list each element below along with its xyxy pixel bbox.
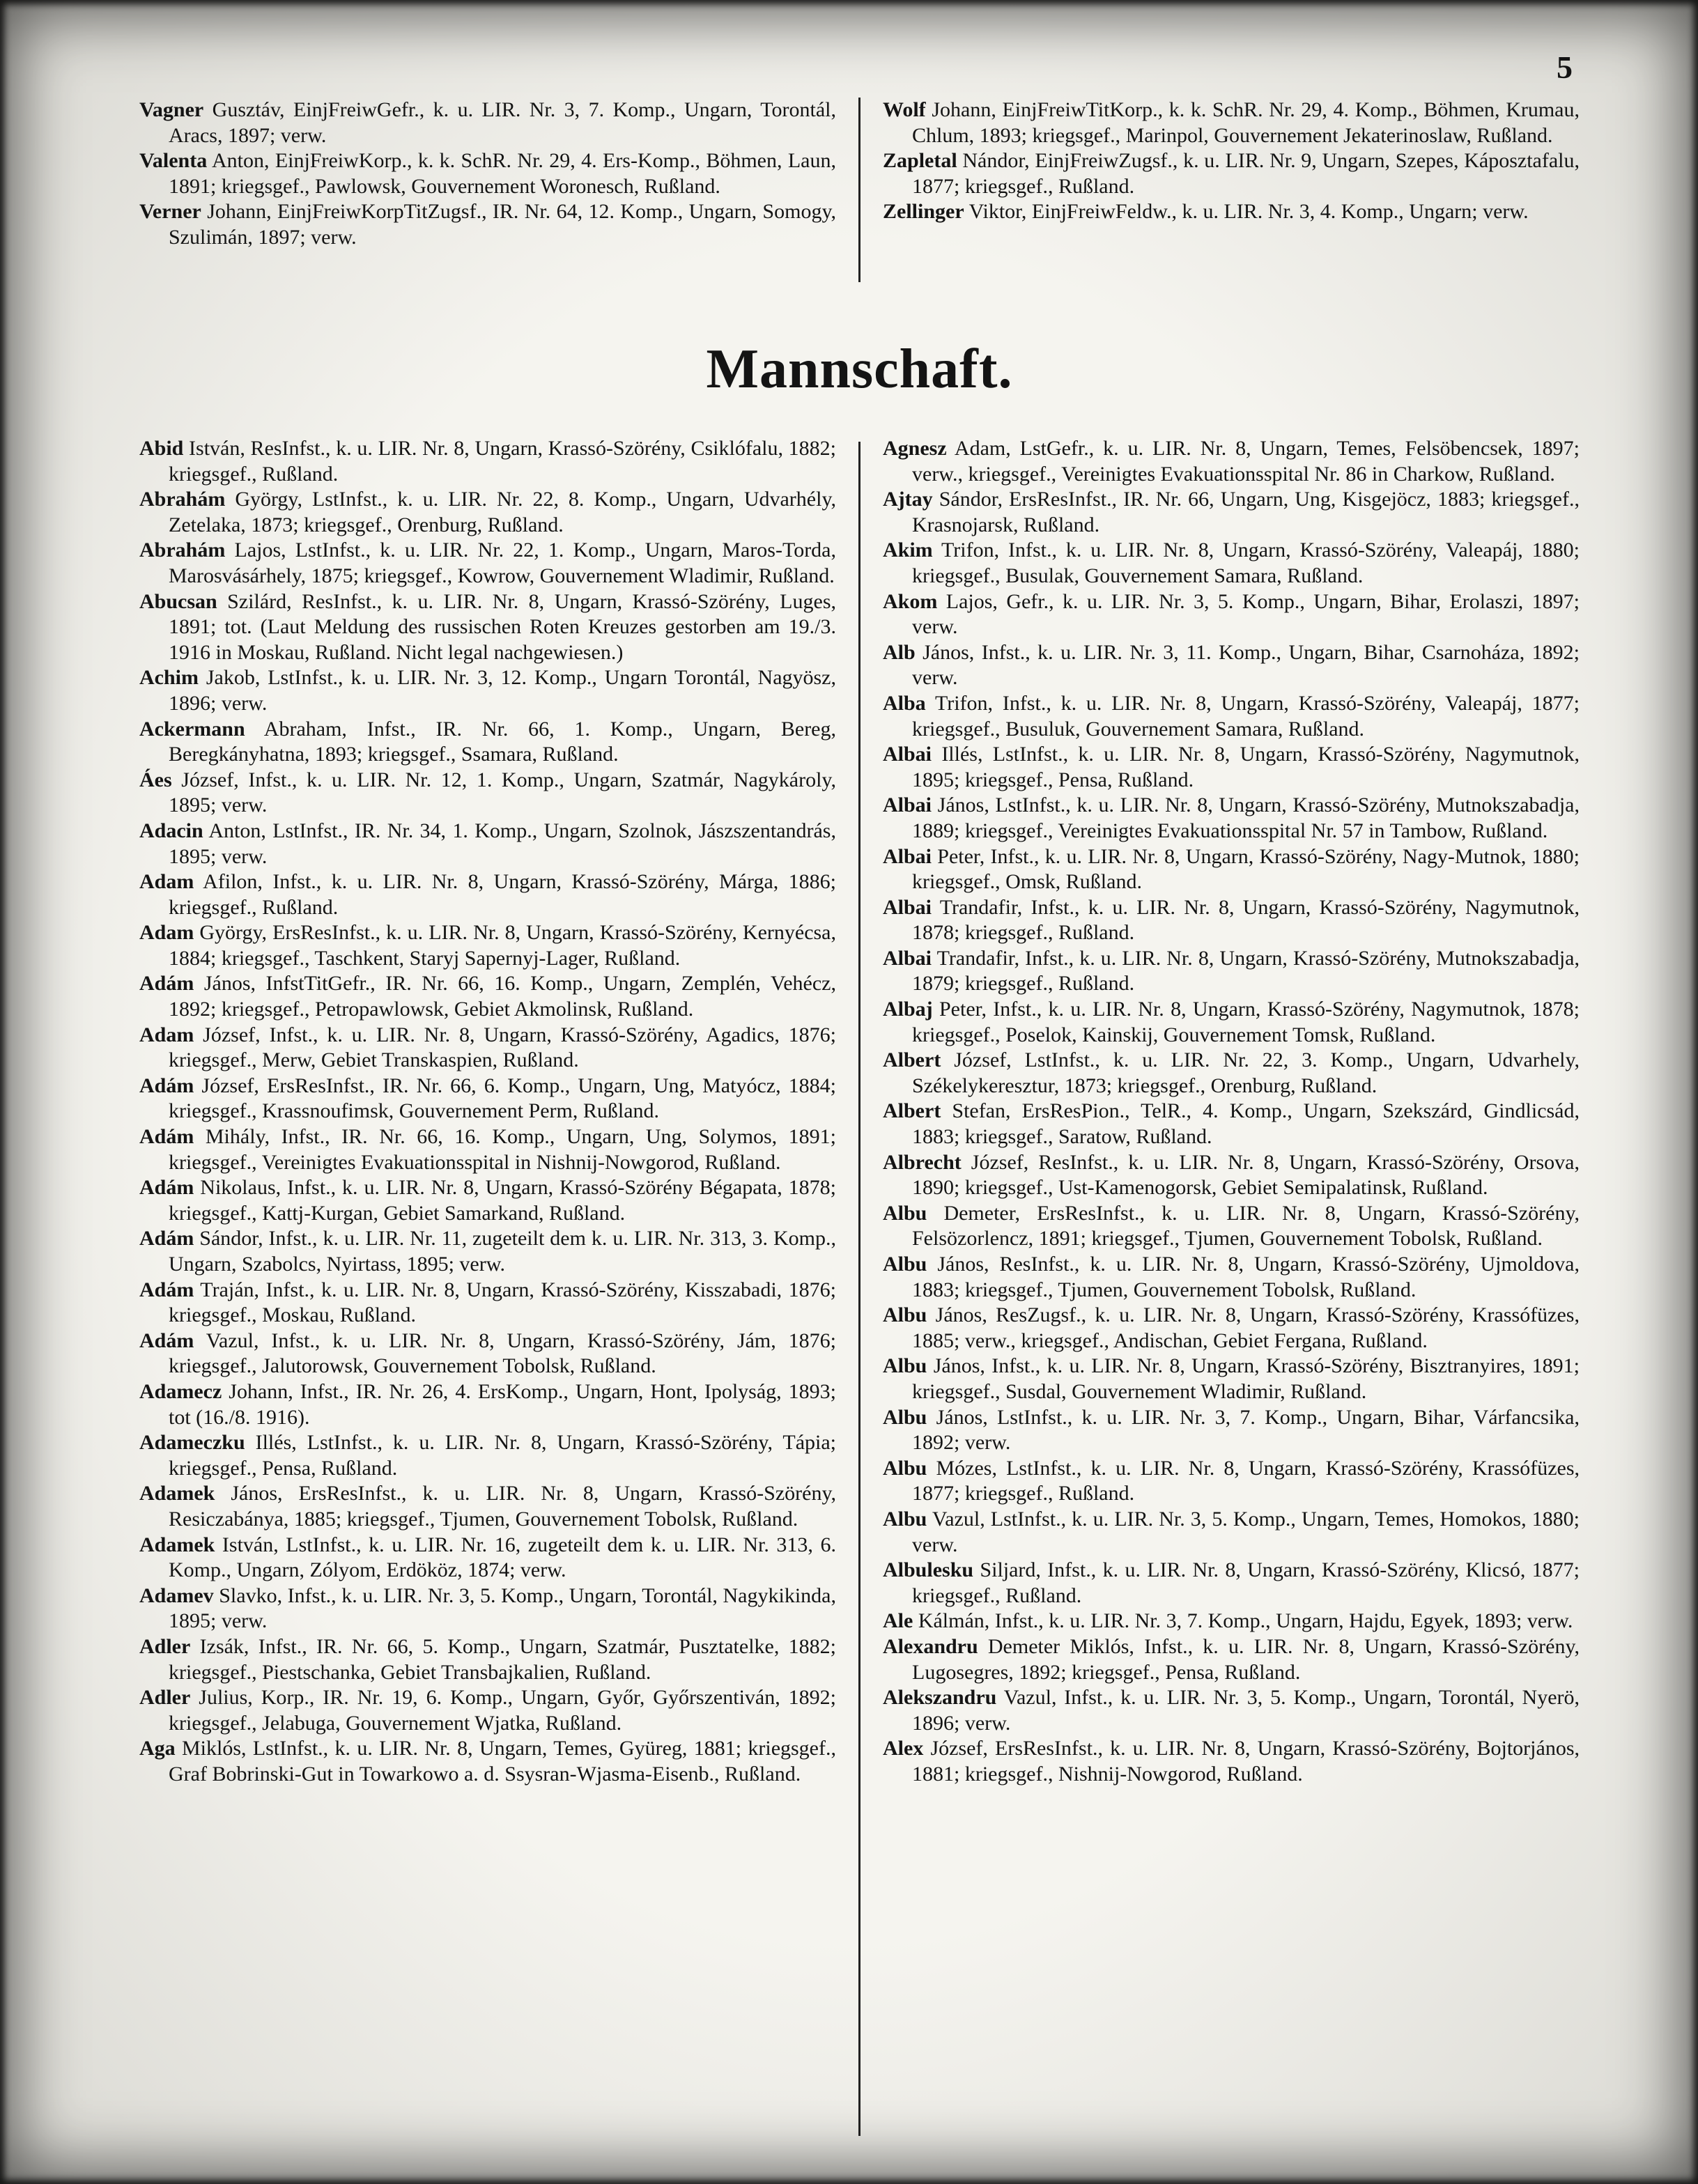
entry-details: Vazul, Infst., k. u. LIR. Nr. 8, Ungarn, Krassó-Szörény, Jám, 1876; kriegsgef., Jalutorowsk, Gouvernement Tobolsk, Rußland. bbox=[169, 1329, 836, 1378]
list-entry bbox=[139, 589, 836, 666]
entry-details: Trifon, Infst., k. u. LIR. Nr. 8, Ungarn, Krassó-Szörény, Valeapáj, 1880; kriegsgef., Busulak, Gouvernement Samara, Rußland. bbox=[912, 539, 1580, 587]
list-entry bbox=[139, 1533, 836, 1583]
entry-surname: Adám bbox=[139, 1278, 194, 1301]
entry-surname: Albu bbox=[883, 1405, 927, 1429]
list-entry bbox=[883, 895, 1580, 946]
entry-surname: Adam bbox=[139, 921, 194, 945]
entry-surname: Alekszandru bbox=[883, 1686, 997, 1710]
list-entry bbox=[139, 1175, 836, 1226]
entry-details: János, InfstTitGefr., IR. Nr. 66, 16. Komp., Ungarn, Zemplén, Vehécz, 1892; kriegsgef., Petropawlowsk, Gebiet Akmolinsk, Rußland. bbox=[169, 972, 836, 1021]
entry-surname: Agnesz bbox=[883, 437, 947, 460]
entry-details: Trandafir, Infst., k. u. LIR. Nr. 8, Ungarn, Krassó-Szörény, Mutnokszabadja, 1879; kriegsgef., Rußland. bbox=[912, 946, 1580, 996]
entry-details: Gusztáv, EinjFreiwGefr., k. u. LIR. Nr. 3, 7. Komp., Ungarn, Torontál, Aracs, 1897; verw. bbox=[169, 98, 836, 147]
list-entry bbox=[883, 1150, 1580, 1201]
entry-surname: Vagner bbox=[139, 98, 204, 121]
list-entry bbox=[883, 1685, 1580, 1736]
entry-surname: Adám bbox=[139, 1227, 194, 1250]
list-entry bbox=[883, 1201, 1580, 1252]
entry-surname: Aga bbox=[139, 1737, 176, 1760]
list-entry bbox=[139, 1124, 836, 1175]
entry-surname: Albai bbox=[883, 895, 932, 919]
list-entry bbox=[139, 1430, 836, 1481]
list-entry bbox=[883, 1736, 1580, 1787]
entry-details: Anton, EinjFreiwKorp., k. k. SchR. Nr. 29, 4. Ers-Komp., Böhmen, Laun, 1891; kriegsgef., Pawlowsk, Gouvernement Woronesch, Rußland. bbox=[169, 149, 836, 198]
entry-surname: Abrahám bbox=[139, 539, 226, 562]
entry-surname: Albu bbox=[883, 1201, 927, 1225]
entry-details: József, Infst., k. u. LIR. Nr. 12, 1. Komp., Ungarn, Szatmár, Nagykároly, 1895; verw. bbox=[169, 768, 836, 817]
list-entry bbox=[883, 1558, 1580, 1609]
entry-details: Trandafir, Infst., k. u. LIR. Nr. 8, Ungarn, Krassó-Szörény, Nagymutnok, 1878; kriegsgef., Rußland. bbox=[912, 895, 1580, 945]
entry-surname: Adám bbox=[139, 1074, 194, 1097]
entry-details: Abraham, Infst., IR. Nr. 66, 1. Komp., Ungarn, Bereg, Beregkányhatna, 1893; kriegsgef., Ssamara, Rußland. bbox=[169, 717, 836, 766]
list-entry bbox=[883, 1456, 1580, 1507]
list-entry bbox=[883, 946, 1580, 997]
list-entry bbox=[139, 1736, 836, 1787]
entry-details: Demeter Miklós, Infst., k. u. LIR. Nr. 8, Ungarn, Krassó-Szörény, Lugosegres, 1892; kriegsgef., Pensa, Rußland. bbox=[912, 1634, 1580, 1684]
entry-surname: Verner bbox=[139, 200, 201, 224]
entry-details: Siljard, Infst., k. u. LIR. Nr. 8, Ungarn, Krassó-Szörény, Klicsó, 1877; kriegsgef., Rußland. bbox=[912, 1558, 1580, 1607]
entry-details: Nikolaus, Infst., k. u. LIR. Nr. 8, Ungarn, Krassó-Szörény Bégapata, 1878; kriegsgef., Kattj-Kurgan, Gebiet Samarkand, Rußland. bbox=[169, 1176, 836, 1225]
list-entry bbox=[139, 1329, 836, 1379]
entry-details: Jakob, LstInfst., k. u. LIR. Nr. 3, 12. Komp., Ungarn Torontál, Nagyösz, 1896; verw. bbox=[169, 666, 836, 715]
entry-surname: Adamecz bbox=[139, 1379, 222, 1403]
list-entry bbox=[883, 1252, 1580, 1303]
entry-details: Anton, LstInfst., IR. Nr. 34, 1. Komp., Ungarn, Szolnok, Jászszentandrás, 1895; verw. bbox=[169, 819, 836, 868]
entry-details: György, LstInfst., k. u. LIR. Nr. 22, 8. Komp., Ungarn, Udvarhély, Zetelaka, 1873; kriegsgef., Orenburg, Rußland. bbox=[169, 488, 836, 536]
entry-details: János, ResInfst., k. u. LIR. Nr. 8, Ungarn, Krassó-Szörény, Ujmoldova, 1883; kriegsgef., Tjumen, Gouvernement Tobolsk, Rußland. bbox=[912, 1253, 1580, 1301]
entry-surname: Valenta bbox=[139, 149, 208, 173]
entry-surname: Albai bbox=[883, 743, 932, 766]
entry-surname: Albrecht bbox=[883, 1150, 962, 1174]
entry-details: Kálmán, Infst., k. u. LIR. Nr. 3, 7. Komp., Ungarn, Hajdu, Egyek, 1893; verw. bbox=[913, 1609, 1573, 1633]
entry-details: Viktor, EinjFreiwFeldw., k. u. LIR. Nr. 3, 4. Komp., Ungarn; verw. bbox=[964, 200, 1529, 224]
list-entry bbox=[883, 487, 1580, 538]
entry-details: János, ErsResInfst., k. u. LIR. Nr. 8, Ungarn, Krassó-Szörény, Resiczabánya, 1885; kriegsgef., Tjumen, Gouvernement Tobolsk, Rußland. bbox=[169, 1482, 836, 1531]
list-entry bbox=[883, 793, 1580, 844]
list-entry bbox=[883, 98, 1580, 148]
entry-surname: Áes bbox=[139, 768, 172, 791]
list-entry bbox=[139, 1634, 836, 1685]
entry-surname: Alex bbox=[883, 1737, 924, 1760]
list-entry bbox=[139, 199, 836, 250]
list-entry bbox=[139, 487, 836, 538]
list-entry bbox=[883, 1405, 1580, 1456]
entry-details: János, LstInfst., k. u. LIR. Nr. 3, 7. Komp., Ungarn, Bihar, Várfancsika, 1892; verw. bbox=[912, 1405, 1580, 1455]
entry-surname: Akom bbox=[883, 589, 938, 613]
entry-details: Peter, Infst., k. u. LIR. Nr. 8, Ungarn, Krassó-Szörény, Nagy-Mutnok, 1880; kriegsgef., Omsk, Rußland. bbox=[912, 844, 1580, 894]
list-entry bbox=[139, 1278, 836, 1329]
entry-details: Lajos, LstInfst., k. u. LIR. Nr. 22, 1. Komp., Ungarn, Maros-Torda, Marosvásárhely, 1875; kriegsgef., Kowrow, Gouvernement Wladimir, Rußland. bbox=[169, 539, 836, 587]
entry-surname: Adacin bbox=[139, 819, 203, 842]
entry-details: József, Infst., k. u. LIR. Nr. 8, Ungarn, Krassó-Szörény, Agadics, 1876; kriegsgef., Merw, Gebiet Transkaspien, Rußland. bbox=[169, 1023, 836, 1072]
entry-surname: Ajtay bbox=[883, 488, 933, 511]
entry-details: Julius, Korp., IR. Nr. 19, 6. Komp., Ungarn, Győr, Győrszentiván, 1892; kriegsgef., Jelabuga, Gouvernement Wjatka, Rußland. bbox=[169, 1686, 836, 1735]
entry-details: Illés, LstInfst., k. u. LIR. Nr. 8, Ungarn, Krassó-Szörény, Nagymutnok, 1895; kriegsgef., Pensa, Rußland. bbox=[912, 743, 1580, 791]
entry-surname: Adám bbox=[139, 972, 194, 996]
list-entry bbox=[883, 997, 1580, 1048]
list-entry bbox=[883, 742, 1580, 793]
entry-surname: Albai bbox=[883, 793, 932, 817]
list-entry bbox=[139, 98, 836, 148]
entry-details: István, LstInfst., k. u. LIR. Nr. 16, zugeteilt dem k. u. LIR. Nr. 313, 6. Komp., Ungarn, Zólyom, Erdököz, 1874; verw. bbox=[169, 1533, 836, 1582]
entry-surname: Adameczku bbox=[139, 1431, 245, 1455]
entry-surname: Alb bbox=[883, 640, 916, 664]
entry-surname: Abrahám bbox=[139, 488, 226, 511]
entry-details: Illés, LstInfst., k. u. LIR. Nr. 8, Ungarn, Krassó-Szörény, Tápia; kriegsgef., Pensa, Rußland. bbox=[169, 1431, 836, 1480]
entry-surname: Wolf bbox=[883, 98, 926, 121]
entry-details: József, ErsResInfst., k. u. LIR. Nr. 8, Ungarn, Krassó-Szörény, Bojtorjános, 1881; kriegsgef., Nishnij-Nowgorod, Rußland. bbox=[912, 1737, 1580, 1786]
entry-details: Mózes, LstInfst., k. u. LIR. Nr. 8, Ungarn, Krassó-Szörény, Krassófüzes, 1877; kriegsgef., Rußland. bbox=[912, 1456, 1580, 1505]
entry-details: Miklós, LstInfst., k. u. LIR. Nr. 8, Ungarn, Temes, Gyüreg, 1881; kriegsgef., Graf Bobrinski-Gut in Towarkowo a. d. Ssysran-Wjasma-Eisenb., Rußland. bbox=[169, 1737, 836, 1786]
entry-details: Demeter, ErsResInfst., k. u. LIR. Nr. 8, Ungarn, Krassó-Szörény, Felsözorlencz, 1891; kriegsgef., Tjumen, Gouvernement Tobolsk, Rußland. bbox=[912, 1201, 1580, 1250]
entry-details: Stefan, ErsResPion., TelR., 4. Komp., Ungarn, Szekszárd, Gindlicsád, 1883; kriegsgef., Saratow, Rußland. bbox=[912, 1099, 1580, 1149]
list-entry bbox=[883, 1048, 1580, 1099]
top-left-column bbox=[139, 98, 836, 282]
list-entry bbox=[883, 436, 1580, 487]
list-entry bbox=[139, 1583, 836, 1634]
entry-details: József, LstInfst., k. u. LIR. Nr. 22, 3. Komp., Ungarn, Udvarhely, Székelykeresztur, 1873; kriegsgef., Orenburg, Rußland. bbox=[912, 1048, 1580, 1097]
entry-details: János, LstInfst., k. u. LIR. Nr. 8, Ungarn, Krassó-Szörény, Mutnokszabadja, 1889; kriegsgef., Vereinigtes Evakuationsspital Nr. 57 in Tambow, Rußland. bbox=[912, 793, 1580, 842]
list-entry bbox=[139, 1685, 836, 1736]
list-entry bbox=[139, 869, 836, 920]
list-entry bbox=[883, 1099, 1580, 1149]
list-entry bbox=[139, 1226, 836, 1277]
entry-surname: Ale bbox=[883, 1609, 913, 1633]
entry-surname: Albai bbox=[883, 946, 932, 970]
entry-details: Afilon, Infst., k. u. LIR. Nr. 8, Ungarn, Krassó-Szörény, Márga, 1886; kriegsgef., Rußland. bbox=[169, 870, 836, 919]
list-entry bbox=[139, 665, 836, 716]
entry-surname: Adam bbox=[139, 1023, 194, 1046]
entry-details: Izsák, Infst., IR. Nr. 66, 5. Komp., Ungarn, Szatmár, Pusztatelke, 1882; kriegsgef., Piestschanka, Gebiet Transbajkalien, Rußland. bbox=[169, 1634, 836, 1684]
entry-details: János, Infst., k. u. LIR. Nr. 8, Ungarn, Krassó-Szörény, Bisztranyires, 1891; kriegsgef., Susdal, Gouvernement Wladimir, Rußland. bbox=[912, 1354, 1580, 1403]
entry-details: Peter, Infst., k. u. LIR. Nr. 8, Ungarn, Krassó-Szörény, Nagymutnok, 1878; kriegsgef., Poselok, Kainskij, Gouvernement Tomsk, Rußland. bbox=[912, 998, 1580, 1046]
entry-details: György, ErsResInfst., k. u. LIR. Nr. 8, Ungarn, Krassó-Szörény, Kernyécsa, 1884; kriegsgef., Taschkent, Staryj Sapernyj-Lager, Rußland. bbox=[169, 921, 836, 970]
list-entry bbox=[139, 538, 836, 589]
list-entry bbox=[883, 844, 1580, 895]
column-divider bbox=[858, 442, 860, 2136]
entry-surname: Albu bbox=[883, 1303, 927, 1327]
list-entry bbox=[883, 1303, 1580, 1354]
entry-surname: Achim bbox=[139, 666, 199, 690]
left-column bbox=[139, 436, 836, 2136]
entry-details: Sándor, Infst., k. u. LIR. Nr. 11, zugeteilt dem k. u. LIR. Nr. 313, 3. Komp., Ungarn, Szabolcs, Nyirtass, 1895; verw. bbox=[169, 1227, 836, 1276]
entry-surname: Adám bbox=[139, 1125, 194, 1149]
entry-surname: Adamek bbox=[139, 1533, 215, 1556]
entry-surname: Albu bbox=[883, 1456, 927, 1480]
entry-details: Sándor, ErsResInfst., IR. Nr. 66, Ungarn, Ung, Kisgejöcz, 1883; kriegsgef., Krasnojarsk, Rußland. bbox=[912, 488, 1580, 536]
entry-surname: Albu bbox=[883, 1354, 927, 1378]
entry-surname: Adám bbox=[139, 1176, 194, 1200]
entry-details: József, ResInfst., k. u. LIR. Nr. 8, Ungarn, Krassó-Szörény, Orsova, 1890; kriegsgef., Ust-Kamenogorsk, Gebiet Semipalatinsk, Rußland. bbox=[912, 1150, 1580, 1200]
entry-surname: Albert bbox=[883, 1099, 941, 1123]
entry-surname: Albulesku bbox=[883, 1558, 974, 1582]
entry-details: Szilárd, ResInfst., k. u. LIR. Nr. 8, Ungarn, Krassó-Szörény, Luges, 1891; tot. (Laut Meldung des russischen Roten Kreuzes gestorben am 19./3. 1916 in Moskau, Rußland. Nicht legal nachgewiesen.) bbox=[169, 589, 836, 664]
entry-details: Vazul, LstInfst., k. u. LIR. Nr. 3, 5. Komp., Ungarn, Temes, Homokos, 1880; verw. bbox=[912, 1507, 1580, 1556]
entry-surname: Albu bbox=[883, 1507, 927, 1531]
list-entry bbox=[139, 1481, 836, 1532]
entry-details: Nándor, EinjFreiwZugsf., k. u. LIR. Nr. 9, Ungarn, Szepes, Káposztafalu, 1877; kriegsgef., Rußland. bbox=[912, 149, 1580, 198]
entry-surname: Abid bbox=[139, 437, 184, 460]
right-column bbox=[883, 436, 1580, 2136]
entry-surname: Alexandru bbox=[883, 1634, 978, 1658]
entry-surname: Adám bbox=[139, 1329, 194, 1352]
entry-details: József, ErsResInfst., IR. Nr. 66, 6. Komp., Ungarn, Ung, Matyócz, 1884; kriegsgef., Krassnoufimsk, Gouvernement Perm, Rußland. bbox=[169, 1074, 836, 1123]
entry-surname: Akim bbox=[883, 539, 933, 562]
list-entry bbox=[883, 199, 1580, 225]
entry-surname: Alba bbox=[883, 691, 926, 715]
entry-details: Vazul, Infst., k. u. LIR. Nr. 3, 5. Komp., Ungarn, Torontál, Nyerö, 1896; verw. bbox=[912, 1686, 1580, 1735]
entry-surname: Zapletal bbox=[883, 149, 957, 173]
entry-surname: Adler bbox=[139, 1686, 191, 1710]
list-entry bbox=[139, 717, 836, 768]
list-entry bbox=[883, 1634, 1580, 1685]
entry-details: Johann, EinjFreiwKorpTitZugsf., IR. Nr. 64, 12. Komp., Ungarn, Somogy, Szulimán, 1897; verw. bbox=[169, 200, 836, 249]
list-entry bbox=[139, 819, 836, 869]
section-heading: Mannschaft. bbox=[706, 339, 1013, 400]
list-entry bbox=[883, 1354, 1580, 1404]
list-entry bbox=[139, 920, 836, 971]
entry-surname: Adamek bbox=[139, 1482, 215, 1505]
entry-surname: Albaj bbox=[883, 998, 933, 1021]
entry-surname: Adler bbox=[139, 1634, 191, 1658]
list-entry bbox=[883, 538, 1580, 589]
page-number: 5 bbox=[1557, 49, 1573, 85]
entry-details: István, ResInfst., k. u. LIR. Nr. 8, Ungarn, Krassó-Szörény, Csiklófalu, 1882; kriegsgef., Rußland. bbox=[169, 437, 836, 486]
entry-details: Adam, LstGefr., k. u. LIR. Nr. 8, Ungarn, Temes, Felsöbencsek, 1897; verw., kriegsgef., Vereinigtes Evakuationsspital Nr. 86 in Charkow, Rußland. bbox=[912, 437, 1580, 486]
list-entry bbox=[139, 1074, 836, 1124]
entry-details: Mihály, Infst., IR. Nr. 66, 16. Komp., Ungarn, Ung, Solymos, 1891; kriegsgef., Vereinigtes Evakuationsspital in Nishnij-Nowgorod, Rußland. bbox=[169, 1125, 836, 1174]
entry-surname: Adamev bbox=[139, 1583, 214, 1607]
entry-surname: Ackermann bbox=[139, 717, 245, 741]
entry-details: Lajos, Gefr., k. u. LIR. Nr. 3, 5. Komp., Ungarn, Bihar, Erolaszi, 1897; verw. bbox=[912, 589, 1580, 639]
list-entry bbox=[139, 436, 836, 487]
entry-details: Trifon, Infst., k. u. LIR. Nr. 8, Ungarn, Krassó-Szörény, Valeapáj, 1877; kriegsgef., Busuluk, Gouvernement Samara, Rußland. bbox=[912, 691, 1580, 741]
entry-details: János, Infst., k. u. LIR. Nr. 3, 11. Komp., Ungarn, Bihar, Csarnoháza, 1892; verw. bbox=[912, 640, 1580, 690]
entry-details: Traján, Infst., k. u. LIR. Nr. 8, Ungarn, Krassó-Szörény, Kisszabadi, 1876; kriegsgef., Moskau, Rußland. bbox=[169, 1278, 836, 1327]
column-divider bbox=[858, 98, 860, 282]
list-entry bbox=[883, 589, 1580, 640]
mannschaft-list bbox=[139, 436, 1580, 2136]
list-entry bbox=[883, 1507, 1580, 1558]
entry-surname: Zellinger bbox=[883, 200, 964, 224]
entry-surname: Abucsan bbox=[139, 589, 217, 613]
entry-details: János, ResZugsf., k. u. LIR. Nr. 8, Ungarn, Krassó-Szörény, Krassófüzes, 1885; verw., kriegsgef., Andischan, Gebiet Fergana, Rußland. bbox=[912, 1303, 1580, 1352]
top-right-column bbox=[883, 98, 1580, 282]
entry-details: Johann, Infst., IR. Nr. 26, 4. ErsKomp., Ungarn, Hont, Ipolyság, 1893; tot (16./8. 1916). bbox=[169, 1379, 836, 1429]
list-entry bbox=[883, 1609, 1580, 1634]
entry-surname: Albert bbox=[883, 1048, 941, 1072]
entry-surname: Albai bbox=[883, 844, 932, 868]
list-entry bbox=[883, 148, 1580, 199]
list-entry bbox=[139, 768, 836, 819]
list-entry bbox=[139, 148, 836, 199]
officers-continuation bbox=[139, 98, 1580, 282]
entry-details: Slavko, Infst., k. u. LIR. Nr. 3, 5. Komp., Ungarn, Torontál, Nagykikinda, 1895; verw. bbox=[169, 1583, 836, 1633]
list-entry bbox=[139, 971, 836, 1022]
list-entry bbox=[883, 640, 1580, 691]
entry-surname: Adam bbox=[139, 870, 194, 894]
entry-surname: Albu bbox=[883, 1253, 927, 1276]
list-entry bbox=[883, 691, 1580, 742]
list-entry bbox=[139, 1023, 836, 1074]
list-entry bbox=[139, 1379, 836, 1430]
entry-details: Johann, EinjFreiwTitKorp., k. k. SchR. Nr. 29, 4. Komp., Böhmen, Krumau, Chlum, 1893; kriegsgef., Marinpol, Gouvernement Jekaterinoslaw, Rußland. bbox=[912, 98, 1580, 147]
